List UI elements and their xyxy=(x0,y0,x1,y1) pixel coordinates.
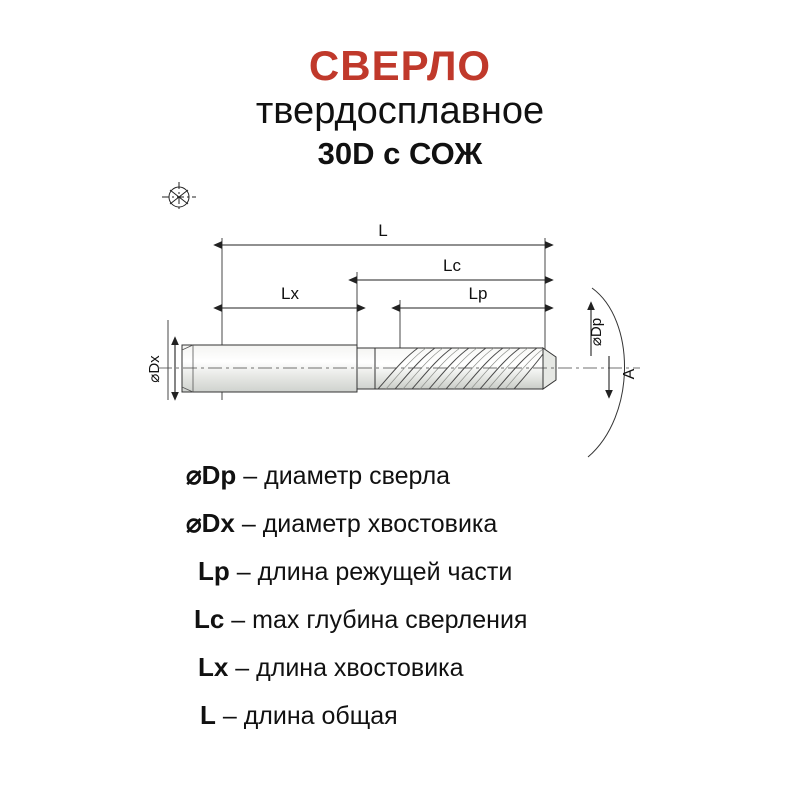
dimension-Lp xyxy=(400,284,545,308)
dimension-L-label: L xyxy=(378,221,388,240)
page-subtitle-1: твердосплавное xyxy=(255,90,545,133)
legend-key-lc: Lc xyxy=(194,604,225,634)
legend-dash-l: – xyxy=(215,702,244,730)
legend-text-lp: длина режущей части xyxy=(257,558,513,586)
legend-key-dx: ⌀Dx xyxy=(186,508,235,538)
legend-item-lc xyxy=(194,606,780,633)
dimension-Dx-label: ⌀Dx xyxy=(146,355,163,383)
legend-item-l xyxy=(200,702,780,729)
dimension-L xyxy=(222,221,545,245)
legend-text-dx: диаметр хвостовика xyxy=(262,510,498,538)
dimension-Lp-label: Lp xyxy=(468,284,488,303)
dimension-Lx xyxy=(222,284,357,308)
first-angle-projection-symbol xyxy=(162,182,196,212)
drill-technical-drawing xyxy=(0,160,800,470)
dimension-A-label: A xyxy=(621,368,638,380)
legend-dash-dp: – xyxy=(236,462,265,490)
dimension-Lc-label: Lc xyxy=(443,256,461,275)
legend-text-lc: max глубина сверления xyxy=(252,606,528,634)
legend-dash-lc: – xyxy=(224,606,253,634)
legend-key-lp: Lp xyxy=(198,556,230,586)
legend-text-lx: длина хвостовика xyxy=(256,654,464,682)
point-angle-arc xyxy=(588,288,625,457)
legend-item-lp xyxy=(198,558,780,585)
legend-text-dp: диаметр сверла xyxy=(264,462,451,490)
page-title: СВЕРЛО xyxy=(308,42,492,89)
dimension-Lx-label: Lx xyxy=(281,284,299,303)
legend-list xyxy=(180,462,780,750)
title-block xyxy=(0,44,800,171)
dimension-Dp-label: ⌀Dp xyxy=(588,317,605,347)
legend-dash-lp: – xyxy=(229,558,258,586)
legend-dash-lx: – xyxy=(228,654,257,682)
legend-key-l: L xyxy=(200,700,216,730)
legend-text-l: длина общая xyxy=(243,702,398,730)
dimension-Lc xyxy=(357,256,545,280)
legend-item-dp xyxy=(186,462,780,489)
legend-dash-dx: – xyxy=(234,510,263,538)
legend-key-dp: ⌀Dp xyxy=(186,460,237,490)
dimension-Dp xyxy=(588,310,605,356)
legend-item-lx xyxy=(198,654,780,681)
dimension-Dx xyxy=(146,345,175,392)
legend-key-lx: Lx xyxy=(198,652,229,682)
page-subtitle-2: 30D с СОЖ xyxy=(317,135,483,171)
legend-item-dx xyxy=(186,510,780,537)
drill-body xyxy=(158,345,640,392)
